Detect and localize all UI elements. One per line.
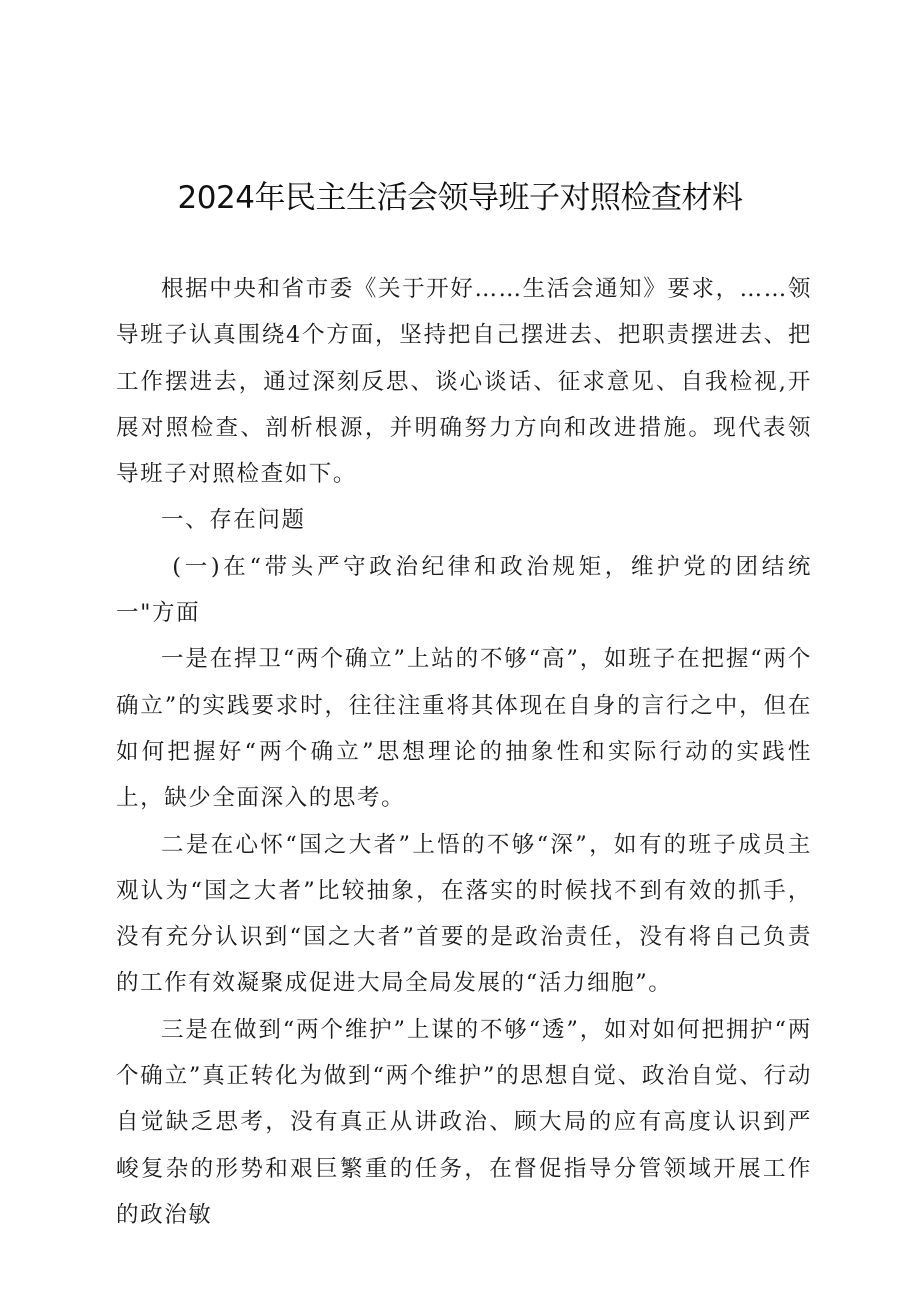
issue-paragraph-3: 三是在做到“两个维护”上谋的不够“透”，如对如何把拥护“两个确立”真正转化为做到“两个维护”的思想自觉、政治自觉、行动自觉缺乏思考，没有真正从讲政治、顾大局的应有高度认识到严峻复杂的形势和艰巨繁重的任务，在督促指导分管领域开展工作的政治敏 [116, 1016, 812, 1228]
document-body [116, 266, 812, 1238]
subsection-heading-political-discipline: (一)在“带头严守政治纪律和政治规矩，维护党的团结统一"方面 [116, 553, 812, 627]
document-title: 2024年民主生活会领导班子对照检查材料 [177, 180, 743, 216]
issue-paragraph-2: 二是在心怀“国之大者”上悟的不够“深”，如有的班子成员主观认为“国之大者”比较抽象，在落实的时候找不到有效的抓手，没有充分认识到“国之大者”首要的是政治责任，没有将自己负责的工作有效凝聚成促进大局全局发展的“活力细胞”。 [116, 831, 812, 997]
section-heading-problems: 一、存在问题 [161, 507, 306, 534]
intro-paragraph: 根据中央和省市委《关于开好……生活会通知》要求，……领导班子认真围绕4个方面，坚持把自己摆进去、把职责摆进去、把工作摆进去，通过深刻反思、谈心谈话、征求意见、自我检视,开展对照检查、剖析根源，并明确努力方向和改进措施。现代表领导班子对照检查如下。 [116, 276, 812, 488]
issue-paragraph-1: 一是在捍卫“两个确立”上站的不够“高”，如班子在把握“两个确立”的实践要求时，往往注重将其体现在自身的言行之中，但在如何把握好“两个确立”思想理论的抽象性和实际行动的实践性上，缺少全面深入的思考。 [116, 646, 812, 812]
